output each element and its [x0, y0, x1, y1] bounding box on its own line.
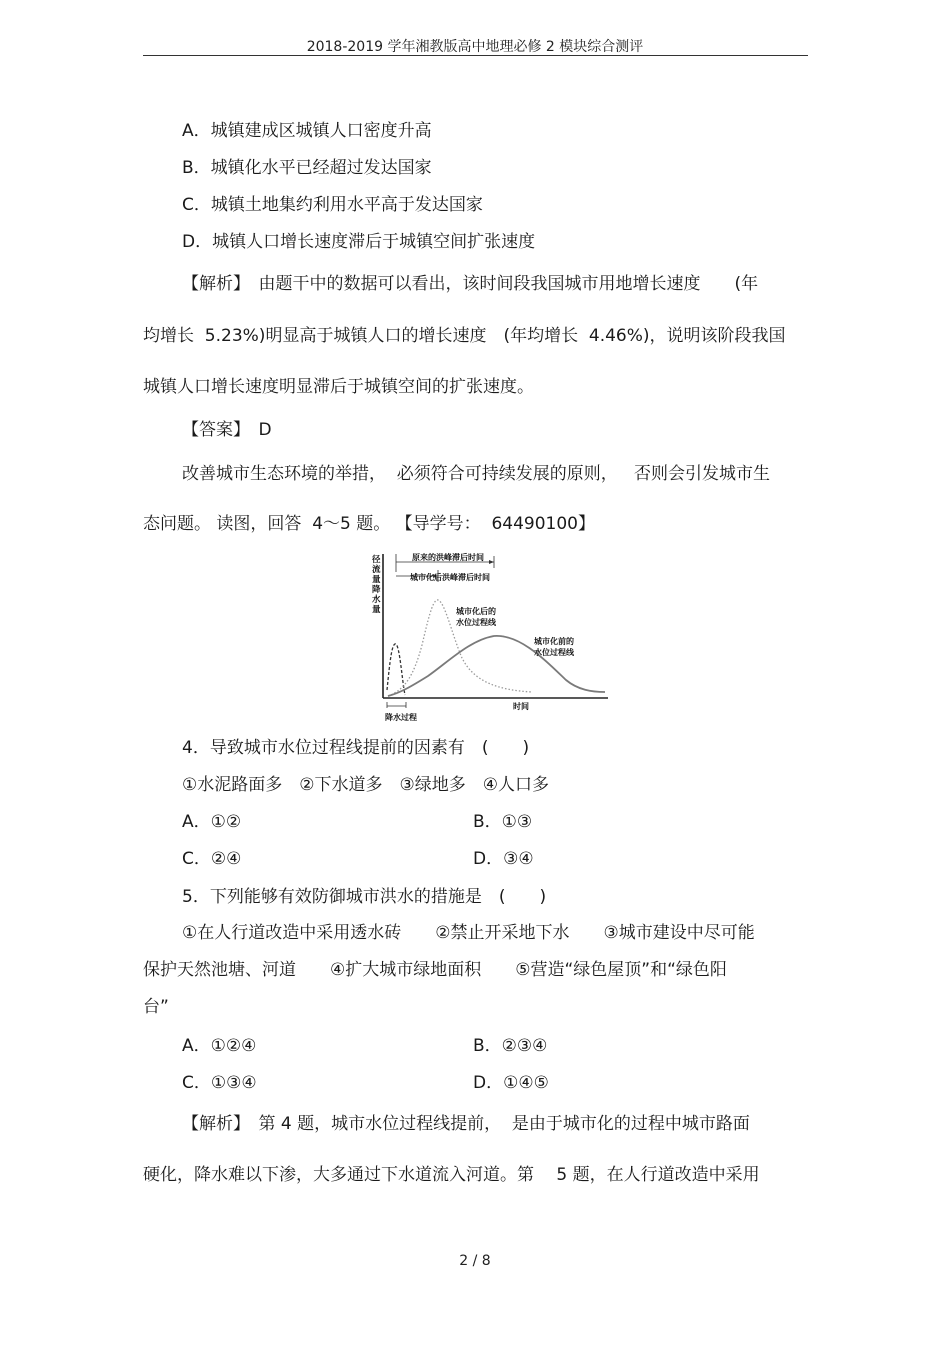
y-label-char-1: 径: [372, 555, 381, 565]
q5-option-c: C．①③④: [182, 1073, 257, 1093]
q3-option-a: A．城镇建成区城镇人口密度升高: [182, 121, 432, 141]
answer1: 【答案】 D: [182, 420, 272, 440]
y-label-char-5: 水: [372, 595, 381, 605]
q5-option-a: A．①②④: [182, 1036, 257, 1056]
analysis2-line2: 硬化，降水难以下渗，大多通过下水道流入河道。第 5 题，在人行道改造中采用: [143, 1165, 760, 1185]
analysis1-line3: 城镇人口增长速度明显滞后于城镇空间的扩张速度。: [143, 377, 534, 397]
q5-items-line3: 台”: [143, 997, 169, 1017]
q3-option-c: C．城镇土地集约利用水平高于发达国家: [182, 195, 483, 215]
page-header: 2018-2019 学年湘教版高中地理必修 2 模块综合测评: [306, 39, 644, 55]
q5-option-b: B．②③④: [473, 1036, 548, 1056]
q3-option-d: D．城镇人口增长速度滞后于城镇空间扩张速度: [182, 232, 536, 252]
intro-line1: 改善城市生态环境的举措， 必须符合可持续发展的原则， 否则会引发城市生: [182, 464, 771, 484]
q4-option-d: D．③④: [473, 849, 534, 869]
q3-option-b: B．城镇化水平已经超过发达国家: [182, 158, 432, 178]
curve-after-label-2: 水位过程线: [456, 618, 496, 627]
hydrograph-figure: [370, 550, 610, 725]
y-label-char-6: 量: [372, 605, 381, 615]
header-rule: [143, 55, 808, 56]
curve-before-label-1: 城市化前的: [534, 637, 574, 646]
q4-stem: 4．导致城市水位过程线提前的因素有 ( ): [182, 738, 530, 758]
q4-option-a: A．①②: [182, 812, 242, 832]
y-label-char-4: 降: [372, 585, 381, 595]
q4-option-b: B．①③: [473, 812, 533, 832]
lag-before-label: 原来的洪峰滞后时间: [412, 553, 484, 562]
analysis1-line1: 【解析】 由题干中的数据可以看出，该时间段我国城市用地增长速度 (年: [182, 274, 759, 294]
page-number: 2 / 8: [459, 1253, 491, 1269]
y-label-char-3: 量: [372, 575, 381, 585]
rain-label: 降水过程: [385, 713, 417, 722]
analysis1-line2: 均增长 5.23%)明显高于城镇人口的增长速度 (年均增长 4.46%)，说明该阶段我国: [143, 326, 786, 346]
q5-items-line1: ①在人行道改造中采用透水砖 ②禁止开采地下水 ③城市建设中尽可能: [182, 923, 755, 943]
curve-before-label-2: 水位过程线: [534, 648, 574, 657]
q5-stem: 5．下列能够有效防御城市洪水的措施是 ( ): [182, 887, 547, 907]
lag-after-label: 城市化后洪峰滞后时间: [410, 573, 490, 582]
q4-option-c: C．②④: [182, 849, 242, 869]
q5-option-d: D．①④⑤: [473, 1073, 549, 1093]
q5-items-line2: 保护天然池塘、河道 ④扩大城市绿地面积 ⑤营造“绿色屋顶”和“绿色阳: [143, 960, 727, 980]
intro-line2: 态问题。 读图，回答 4～5 题。 【导学号： 64490100】: [143, 514, 595, 534]
y-label-char-2: 流: [372, 565, 381, 575]
analysis2-line1: 【解析】 第 4 题，城市水位过程线提前， 是由于城市化的过程中城市路面: [182, 1114, 750, 1134]
x-axis-label: 时间: [513, 702, 529, 711]
q4-items: ①水泥路面多 ②下水道多 ③绿地多 ④人口多: [182, 775, 549, 795]
curve-after-label-1: 城市化后的: [456, 607, 496, 616]
